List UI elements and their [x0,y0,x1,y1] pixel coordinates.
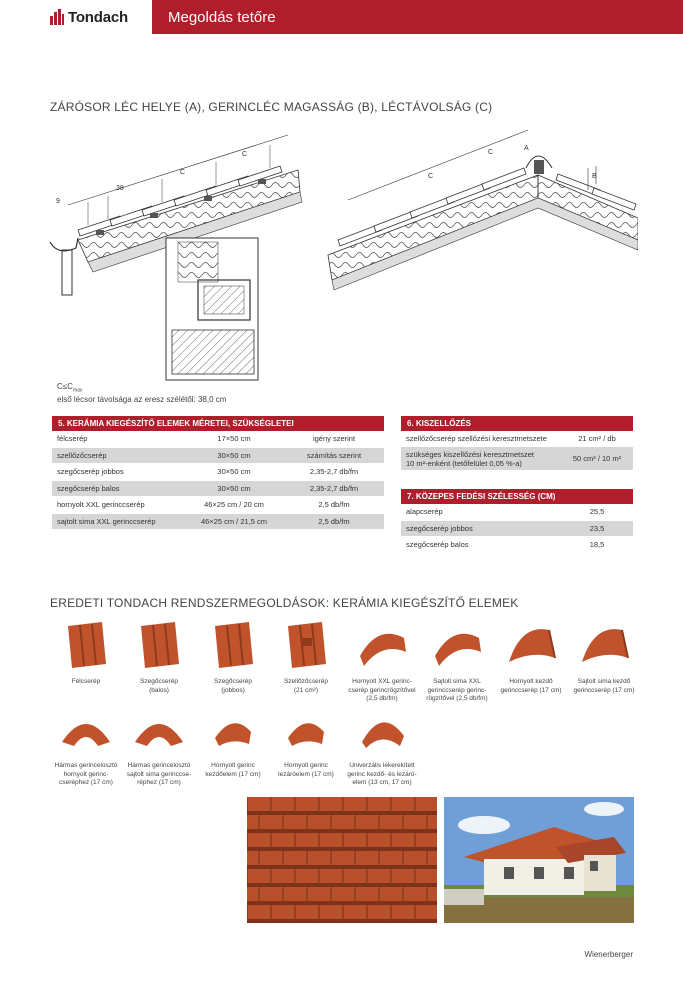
cell-size: 46×25 cm / 20 cm [204,500,264,510]
table-ventilation [401,416,633,471]
cell-name: alapcserép [406,507,443,517]
product-item [123,618,195,695]
product-label-line3: rögzítővel (2,5 db/fm) [426,695,488,702]
product-label-line1: Hornyolt kezdő [509,678,553,685]
product-tile-icon [131,702,187,756]
product-item [50,702,122,788]
brand-name: Tondach [68,8,128,26]
vent-value-1: 21 cm² / db [578,434,616,443]
roof-cross-section-diagram [48,130,638,385]
tile-texture-photo [247,797,437,923]
dim-label-9: 9 [56,198,60,205]
vent-label-2 [401,450,561,468]
table-row [401,447,633,471]
product-item [197,618,269,695]
cell-size: 46×25 cm / 21,5 cm [200,516,268,526]
product-label-line1: Sajtolt sima kezdő [577,678,631,685]
product-label-line1: Hornyolt gerinc [284,762,328,769]
product-tile-icon [58,702,114,756]
table-row [401,521,633,538]
cell-value: 25,5 [589,507,605,517]
cell-name: szegőcserép balos [406,540,469,550]
product-tile-icon [58,618,114,672]
footer-brand: Wienerberger [584,950,633,959]
product-label-line2: (21 cm²) [293,686,319,694]
section-title-diagram: ZÁRÓSOR LÉC HELYE (A), GERINCLÉC MAGASSÁG (B), LÉCTÁVOLSÁG (C) [50,100,493,114]
product-tile-icon [576,618,632,672]
eave-detail [50,135,302,380]
product-item [346,702,418,788]
cell-name: hornyolt XXL gerinccserép [57,500,145,510]
table-row [52,448,384,465]
product-label-line3: cseréphez (17 cm) [59,779,113,786]
cell-need: számítás szerint [306,450,362,460]
product-label-line2: gerinccserép (17 cm) [573,686,635,694]
product-tile-icon [131,618,187,672]
table-row [52,497,384,514]
table-row [52,481,384,498]
note-c-prefix: C≤C [57,382,73,391]
note-first-batten: első lécsor távolsága az eresz szélétől: 38,0 cm [57,395,227,404]
product-item [50,618,122,687]
cell-value: 18,5 [589,540,605,550]
product-item [270,618,342,695]
cell-need: 2,35-2,7 db/fm [309,483,359,493]
cell-size: 17×50 cm [217,434,251,444]
dim-label-c-right-1: C [428,173,434,180]
product-label-line1: Sajtolt sima XXL [433,678,481,685]
vent-label-2a: szükséges kiszellőzési keresztmetszet [406,449,534,459]
logo [0,0,152,34]
product-tile-icon [503,618,559,672]
product-label-line2: (balos) [149,686,169,694]
cell-size: 30×50 cm [217,467,251,477]
page-title: Megoldás tetőre [152,0,683,34]
product-tile-icon [429,618,485,672]
product-item [495,618,567,695]
product-tile-icon [278,618,334,672]
cell-name: sajtolt sima XXL gerinccserép [57,516,156,526]
table-row [401,431,633,447]
vent-label-2b: 10 m²-enként (tetőfelület 0,05 %-a) [406,458,522,468]
product-label-line1: Szellőzőcserép [283,678,329,685]
product-item [197,702,269,779]
product-label-line1: Univerzális lekerekített [349,762,415,769]
product-label-line3: (2,5 db/fm) [366,695,398,702]
product-tile-icon [354,618,410,672]
dim-label-c-left-2: C [242,151,248,158]
dim-label-38: 38 [116,185,124,192]
product-label-line1: Hármas gerincelosztó [127,762,191,769]
dim-label-c-left-1: C [180,169,186,176]
cell-name: szegőcserép balos [57,483,120,493]
tondach-logo-icon [50,9,64,25]
table-row [401,504,633,521]
product-label-line3: réphez (17 cm) [137,779,181,786]
dim-label-c-right-2: C [488,149,494,156]
product-tile-icon [205,702,261,756]
cell-size: 30×50 cm [217,483,251,493]
product-label-line2: (jobbos) [221,686,245,694]
cell-name: szegőcserép jobbos [406,523,473,533]
cell-name: félcserép [57,434,88,444]
vent-value-2: 50 cm² / 10 m² [572,454,622,463]
product-label-line2: gerinccserép gerinc- [427,686,487,694]
product-label-line2: sajtolt sima gerinccse- [126,770,192,778]
product-label-line2: cserép gerincrögzítővel [348,686,416,694]
dim-label-a: A [524,145,529,152]
product-label-line2: lezáróelem (17 cm) [278,770,334,778]
table-ceramic-elements [52,416,384,530]
cell-need: 2,5 db/fm [318,500,350,510]
product-label-line1: Félcserép [71,678,101,685]
product-label-line1: Hármas gerincelosztó [54,762,118,769]
product-label-line1: Szegőcserép [214,678,252,685]
house-photo [444,797,634,923]
table-row [401,537,633,554]
product-label-line3: elem (13 cm, 17 cm) [352,779,412,786]
product-label-line1: Szegőcserép [140,678,178,685]
dim-label-b: B [592,173,597,180]
product-item [346,618,418,704]
cell-size: 30×50 cm [217,450,251,460]
product-tile-icon [205,618,261,672]
cell-need: 2,5 db/fm [318,516,350,526]
table5-title: 5. KERÁMIA KIEGÉSZÍTŐ ELEMEK MÉRETEI, SZÜKSÉGLETEI [52,416,384,431]
cell-value: 23,5 [589,523,605,533]
table-row [52,431,384,448]
product-label-line2: kezdőelem (17 cm) [205,770,261,778]
table-row [52,514,384,531]
table-covering-width [401,489,633,554]
cell-name: szegőcserép jobbos [57,467,124,477]
product-label-line2: hornyolt gerinc- [63,770,109,778]
product-item [123,702,195,788]
product-item [568,618,640,695]
product-label-line1: Hornyolt XXL gerinc- [352,678,412,685]
product-label-line1: Hornyolt gerinc [211,762,255,769]
table6-title: 6. KISZELLŐZÉS [401,416,633,431]
note-c-max [57,382,82,394]
table-row [52,464,384,481]
product-tile-icon [354,702,410,756]
product-label-line2: gerinc kezdő- és lezáró- [347,770,417,778]
vent-label-1: szellőzőcserép szellőzési keresztmetszete [406,434,547,443]
cell-need: 2,35-2,7 db/fm [309,467,359,477]
product-tile-icon [278,702,334,756]
product-item [421,618,493,704]
ridge-detail [328,130,638,290]
cell-name: szellőzőcserép [57,450,107,460]
section-title-products: EREDETI TONDACH RENDSZERMEGOLDÁSOK: KERÁMIA KIEGÉSZÍTŐ ELEMEK [50,596,519,610]
table7-title: 7. KÖZEPES FEDÉSI SZÉLESSÉG (CM) [401,489,633,504]
product-label-line2: gerinccserép (17 cm) [500,686,562,694]
cell-need: igény szerint [312,434,356,444]
product-item [270,702,342,779]
note-c-sub: max [72,387,83,394]
page-header [0,0,683,34]
